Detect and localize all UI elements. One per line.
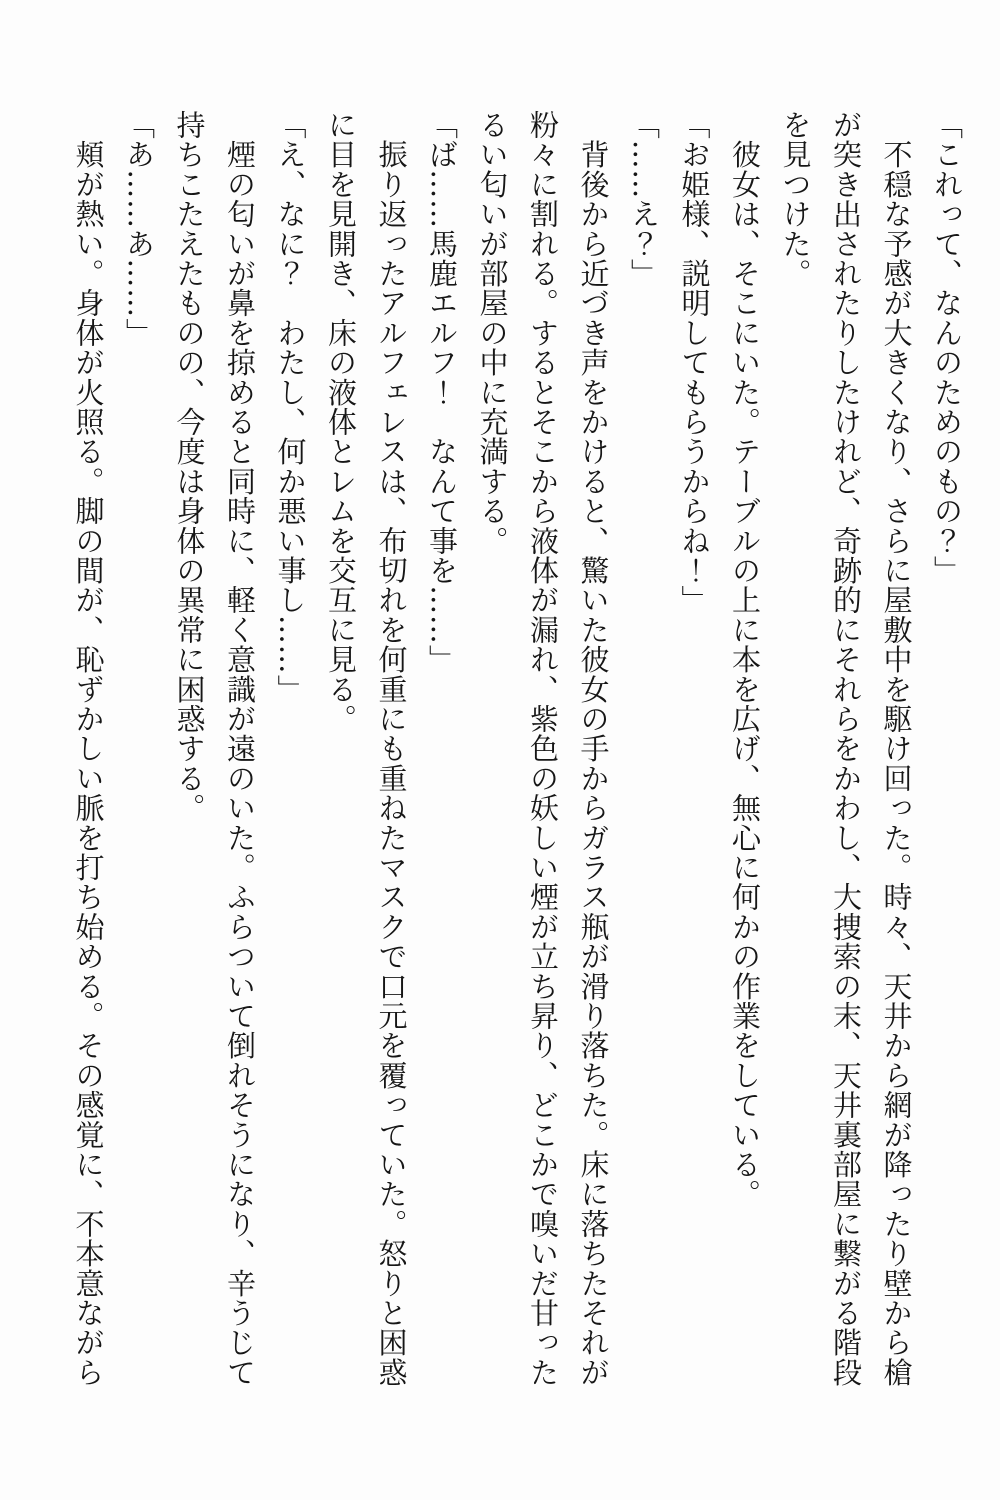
text-line: 頬が熱い。身体が火照る。脚の間が、恥ずかしい脈を打ち始める。その感覚に、不本意ながら <box>71 110 106 1388</box>
text-line: が突き出されたりしたけれど、奇跡的にそれらをかわし、大捜索の末、天井裏部屋に繋がる階段 <box>829 110 863 1388</box>
text-line: 背後から近づき声をかけると、驚いた彼女の手からガラス瓶が滑り落ちた。床に落ちたそれが <box>576 110 611 1388</box>
text-line: 粉々に割れる。するとそこから液体が漏れ、紫色の妖しい煙が立ち昇り、どこかで嗅いだ甘った <box>526 110 560 1388</box>
text-line: 不穏な予感が大きくなり、さらに屋敷中を駆け回った。時々、天井から網が降ったり壁から槍 <box>879 110 914 1388</box>
text-line: 「え、なに？ わたし、何か悪い事し……」 <box>273 110 308 705</box>
text-line: を見つけた。 <box>778 110 813 289</box>
text-line: 煙の匂いが鼻を掠めると同時に、軽く意識が遠のいた。ふらついて倒れそうになり、辛うじて <box>223 110 257 1388</box>
text-line: 「あ……あ……」 <box>122 110 156 348</box>
text-line: るい匂いが部屋の中に充満する。 <box>475 110 510 556</box>
text-line: 「……え？」 <box>627 110 661 289</box>
text-line: 持ちこたえたものの、今度は身体の異常に困惑する。 <box>172 110 207 823</box>
text-line: 「お姫様、説明してもらうからね！」 <box>677 110 712 615</box>
text-line: 「これって、なんのためのもの？」 <box>930 110 964 586</box>
text-line: 彼女は、そこにいた。テーブルの上に本を広げ、無心に何かの作業をしている。 <box>728 110 762 1209</box>
text-line: 「ば……馬鹿エルフ！ なんて事を……」 <box>425 110 459 675</box>
vertical-text-block <box>63 110 972 1395</box>
text-line: に目を見開き、床の液体とレムを交互に見る。 <box>324 110 358 734</box>
text-line: 振り返ったアルフェレスは、布切れを何重にも重ねたマスクで口元を覆っていた。怒りと困惑 <box>374 110 409 1388</box>
